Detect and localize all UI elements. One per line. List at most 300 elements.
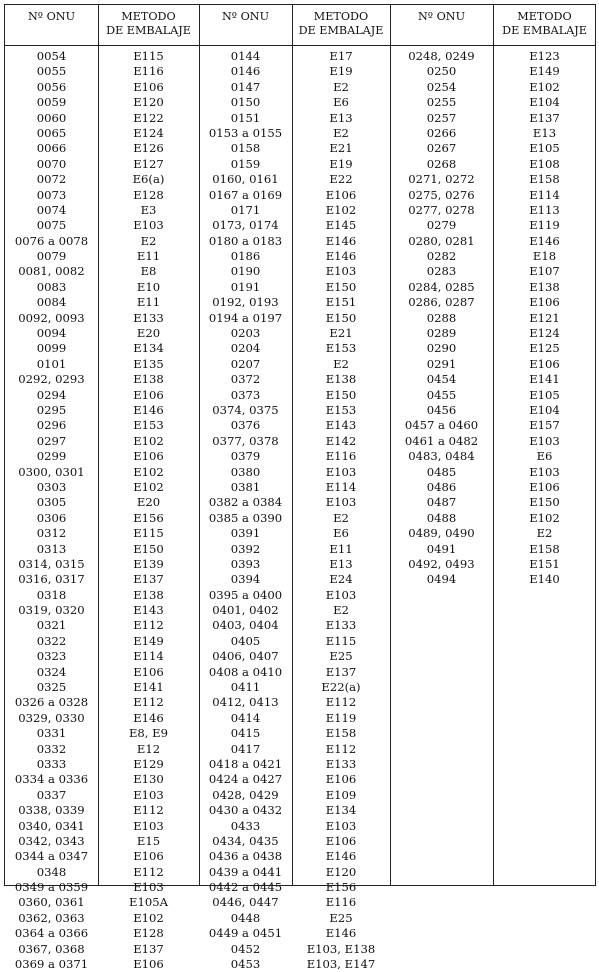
onu-number-cell: 0448 (230, 910, 261, 925)
header-metodo-line2: DE EMBALAJE (502, 24, 587, 37)
packing-method-cell: E106 (133, 387, 164, 402)
onu-number-cell: 0367, 0368 (18, 941, 85, 956)
packing-method-cell: E151 (529, 556, 560, 571)
onu-number-cell: 0075 (36, 218, 67, 233)
packing-method-cell: E102 (133, 910, 164, 925)
packing-method-cell: E11 (136, 249, 161, 264)
onu-column (390, 49, 493, 588)
onu-number-cell: 0286, 0287 (408, 295, 475, 310)
onu-number-cell: 0073 (36, 187, 67, 202)
onu-number-cell: 0300, 0301 (18, 464, 85, 479)
packing-method-cell: E125 (529, 341, 560, 356)
onu-number-cell: 0321 (36, 618, 67, 633)
packing-method-cell: E2 (333, 510, 349, 525)
packing-method-cell: E128 (133, 187, 164, 202)
packing-method-cell: E102 (133, 479, 164, 494)
packing-method-cell: E103 (529, 464, 560, 479)
onu-number-cell: 0306 (36, 510, 67, 525)
packing-method-cell: E138 (133, 587, 164, 602)
onu-number-cell: 0072 (36, 172, 67, 187)
onu-number-cell: 0070 (36, 156, 67, 171)
onu-number-cell: 0392 (230, 541, 261, 556)
onu-number-cell: 0391 (230, 526, 261, 541)
packing-method-cell: E146 (325, 249, 357, 264)
packing-method-cell: E112 (133, 803, 164, 818)
packing-method-cell: E2 (333, 79, 349, 94)
onu-number-cell: 0369 a 0371 (14, 957, 89, 972)
onu-number-cell: 0428, 0429 (212, 787, 279, 802)
header-onu-label: Nº ONU (28, 10, 75, 23)
packing-method-cell: E106 (133, 849, 164, 864)
packing-method-cell: E102 (133, 464, 164, 479)
packing-method-cell: E141 (133, 680, 164, 695)
onu-number-cell: 0292, 0293 (18, 372, 85, 387)
packing-method-cell: E138 (529, 279, 560, 294)
packing-method-cell: E153 (133, 418, 164, 433)
packing-method-cell: E106 (133, 449, 164, 464)
packing-method-cell: E6 (536, 449, 553, 464)
packing-method-cell: E142 (325, 433, 357, 448)
packing-method-cell: E119 (529, 218, 560, 233)
packing-method-cell: E106 (133, 664, 164, 679)
onu-number-cell: 0203 (230, 326, 261, 341)
onu-number-cell: 0453 (230, 957, 261, 972)
onu-number-cell: 0180 a 0183 (208, 233, 283, 248)
packing-method-cell: E146 (325, 849, 357, 864)
packing-method-cell: E109 (325, 787, 357, 802)
onu-number-cell: 0319, 0320 (18, 603, 85, 618)
packing-method-cell: E13 (329, 110, 353, 125)
packing-method-cell: E103, E138 (306, 941, 376, 956)
packing-method-cell: E123 (529, 49, 560, 63)
onu-number-cell: 0303 (36, 479, 67, 494)
packing-method-cell: E119 (325, 710, 357, 725)
onu-number-cell: 0403, 0404 (212, 618, 279, 633)
packing-method-cell: E102 (133, 433, 164, 448)
packing-method-cell: E13 (329, 556, 353, 571)
packing-method-cell: E106 (529, 479, 560, 494)
onu-number-cell: 0418 a 0421 (208, 756, 283, 771)
onu-number-cell: 0065 (36, 125, 67, 140)
packing-method-cell: E15 (136, 833, 161, 848)
packing-method-cell: E116 (133, 64, 164, 79)
packing-method-cell: E103 (325, 818, 357, 833)
packing-method-cell: E6 (333, 526, 349, 541)
onu-number-cell: 0405 (230, 633, 261, 648)
onu-number-cell: 0424 a 0427 (208, 772, 283, 787)
onu-number-cell: 0415 (230, 726, 261, 741)
onu-number-cell: 0150 (230, 95, 261, 110)
onu-number-cell: 0461 a 0482 (404, 433, 479, 448)
header-onu (390, 5, 493, 45)
packing-method-cell: E115 (325, 633, 357, 648)
onu-number-cell: 0289 (426, 326, 457, 341)
packing-method-cell: E11 (329, 541, 353, 556)
packing-method-cell: E145 (325, 218, 357, 233)
packing-method-cell: E2 (333, 125, 349, 140)
header-metodo (98, 5, 199, 45)
onu-number-cell: 0408 a 0410 (208, 664, 283, 679)
onu-number-cell: 0151 (230, 110, 261, 125)
packing-method-cell: E20 (136, 326, 161, 341)
onu-number-cell: 0349 a 0359 (14, 880, 89, 895)
header-onu-label: Nº ONU (222, 10, 269, 23)
onu-number-cell: 0313 (36, 541, 67, 556)
packing-method-cell: E114 (133, 649, 164, 664)
onu-number-cell: 0083 (36, 279, 67, 294)
packing-method-cell: E2 (140, 233, 157, 248)
packing-method-cell: E138 (133, 372, 164, 387)
packing-method-cell: E143 (325, 418, 357, 433)
packing-method-cell: E106 (133, 957, 164, 972)
packing-method-cell: E112 (325, 695, 357, 710)
packing-method-cell: E146 (133, 710, 164, 725)
packing-method-cell: E156 (325, 880, 357, 895)
packing-method-cell: E112 (133, 695, 164, 710)
onu-number-cell: 0144 (230, 49, 261, 63)
packing-method-cell: E158 (325, 726, 357, 741)
packing-method-cell: E106 (529, 295, 560, 310)
onu-number-cell: 0342, 0343 (18, 833, 85, 848)
onu-number-cell: 0486 (426, 479, 457, 494)
onu-number-cell: 0488 (426, 510, 457, 525)
onu-number-cell: 0277, 0278 (408, 202, 475, 217)
packing-method-cell: E149 (529, 64, 560, 79)
onu-number-cell: 0101 (36, 356, 67, 371)
packing-method-cell: E21 (329, 141, 353, 156)
packing-method-cell: E124 (133, 125, 164, 140)
onu-number-cell: 0325 (36, 680, 67, 695)
onu-number-cell: 0436 a 0438 (208, 849, 283, 864)
packing-method-cell: E106 (133, 79, 164, 94)
onu-number-cell: 0492, 0493 (408, 556, 475, 571)
packing-method-cell: E135 (133, 356, 164, 371)
onu-number-cell: 0059 (36, 95, 67, 110)
packing-method-cell: E3 (140, 202, 157, 217)
onu-number-cell: 0372 (230, 372, 261, 387)
packing-method-cell: E151 (325, 295, 357, 310)
onu-number-cell: 0312 (36, 526, 67, 541)
packing-method-cell: E112 (133, 618, 164, 633)
onu-number-cell: 0284, 0285 (408, 279, 475, 294)
onu-number-cell: 0483, 0484 (408, 449, 475, 464)
onu-number-cell: 0160, 0161 (212, 172, 279, 187)
header-metodo-line2: DE EMBALAJE (298, 24, 384, 37)
packing-method-cell: E138 (325, 372, 357, 387)
onu-number-cell: 0296 (36, 418, 67, 433)
onu-number-cell: 0338, 0339 (18, 803, 85, 818)
packing-method-cell: E116 (325, 449, 357, 464)
packing-method-cell: E128 (133, 926, 164, 941)
onu-number-cell: 0456 (426, 402, 457, 417)
packing-method-cell: E6 (333, 95, 349, 110)
packing-method-cell: E113 (529, 202, 560, 217)
packing-method-cell: E146 (325, 926, 357, 941)
onu-number-cell: 0417 (230, 741, 261, 756)
packing-method-cell: E102 (325, 202, 357, 217)
packing-method-cell: E120 (325, 864, 357, 879)
header-divider (5, 45, 595, 46)
packing-method-cell: E21 (329, 326, 353, 341)
packing-method-table (4, 4, 596, 972)
onu-number-cell: 0439 a 0441 (208, 864, 283, 879)
onu-number-cell: 0381 (230, 479, 261, 494)
onu-number-cell: 0442 a 0445 (208, 880, 283, 895)
onu-number-cell: 0186 (230, 249, 261, 264)
packing-method-cell: E153 (325, 341, 357, 356)
packing-method-cell: E104 (529, 402, 560, 417)
packing-method-cell: E2 (333, 356, 349, 371)
header-onu (5, 5, 98, 45)
onu-number-cell: 0332 (36, 741, 67, 756)
packing-method-cell: E134 (133, 341, 164, 356)
packing-method-cell: E13 (532, 125, 557, 140)
header-metodo-line1: METODO (313, 10, 369, 23)
onu-number-cell: 0158 (230, 141, 261, 156)
onu-number-cell: 0060 (36, 110, 67, 125)
onu-number-cell: 0074 (36, 202, 67, 217)
onu-number-cell: 0255 (426, 95, 457, 110)
onu-number-cell: 0340, 0341 (18, 818, 85, 833)
packing-method-cell: E137 (133, 941, 164, 956)
packing-method-cell: E150 (325, 387, 357, 402)
packing-method-cell: E12 (136, 741, 161, 756)
onu-number-cell: 0191 (230, 279, 261, 294)
packing-method-cell: E8 (140, 264, 157, 279)
onu-number-cell: 0446, 0447 (212, 895, 279, 910)
onu-number-cell: 0294 (36, 387, 67, 402)
onu-number-cell: 0250 (426, 64, 457, 79)
packing-method-cell: E18 (532, 249, 557, 264)
packing-method-cell: E2 (333, 603, 349, 618)
packing-method-cell: E124 (529, 326, 560, 341)
packing-method-cell: E19 (329, 156, 353, 171)
onu-number-cell: 0485 (426, 464, 457, 479)
onu-number-cell: 0146 (230, 64, 261, 79)
onu-number-cell: 0167 a 0169 (208, 187, 283, 202)
packing-method-cell: E8, E9 (128, 726, 169, 741)
onu-number-cell: 0081, 0082 (18, 264, 85, 279)
metodo-column (493, 49, 596, 588)
onu-number-cell: 0299 (36, 449, 67, 464)
packing-method-cell: E103 (325, 587, 357, 602)
packing-method-cell: E10 (136, 279, 161, 294)
packing-method-cell: E106 (529, 356, 560, 371)
onu-number-cell: 0288 (426, 310, 457, 325)
packing-method-cell: E127 (133, 156, 164, 171)
packing-method-cell: E107 (529, 264, 560, 279)
packing-method-cell: E102 (529, 79, 560, 94)
onu-number-cell: 0207 (230, 356, 261, 371)
packing-method-cell: E103 (529, 433, 560, 448)
header-metodo-line2: DE EMBALAJE (106, 24, 191, 37)
packing-method-cell: E133 (325, 756, 357, 771)
onu-number-cell: 0379 (230, 449, 261, 464)
packing-method-cell: E106 (325, 833, 357, 848)
onu-number-cell: 0314, 0315 (18, 556, 85, 571)
onu-number-cell: 0084 (36, 295, 67, 310)
packing-method-cell: E102 (529, 510, 560, 525)
onu-number-cell: 0364 a 0366 (14, 926, 89, 941)
onu-number-cell: 0092, 0093 (18, 310, 85, 325)
onu-number-cell: 0487 (426, 495, 457, 510)
onu-number-cell: 0376 (230, 418, 261, 433)
packing-method-cell: E11 (136, 295, 161, 310)
packing-method-cell: E2 (536, 526, 553, 541)
packing-method-cell: E150 (325, 310, 357, 325)
packing-method-cell: E103 (133, 787, 164, 802)
packing-method-cell: E137 (529, 110, 560, 125)
onu-number-cell: 0449 a 0451 (208, 926, 283, 941)
onu-number-cell: 0374, 0375 (212, 402, 279, 417)
packing-method-cell: E120 (133, 95, 164, 110)
packing-method-cell: E158 (529, 172, 560, 187)
onu-number-cell: 0204 (230, 341, 261, 356)
onu-column (5, 49, 98, 972)
packing-method-cell: E153 (325, 402, 357, 417)
onu-number-cell: 0268 (426, 156, 457, 171)
packing-method-cell: E158 (529, 541, 560, 556)
packing-method-cell: E122 (133, 110, 164, 125)
onu-number-cell: 0079 (36, 249, 67, 264)
onu-number-cell: 0360, 0361 (18, 895, 85, 910)
onu-number-cell: 0275, 0276 (408, 187, 475, 202)
packing-method-cell: E141 (529, 372, 560, 387)
onu-number-cell: 0377, 0378 (212, 433, 279, 448)
packing-method-cell: E105 (529, 141, 560, 156)
packing-method-cell: E25 (329, 649, 353, 664)
packing-method-cell: E115 (133, 49, 164, 63)
packing-method-cell: E157 (529, 418, 560, 433)
packing-method-cell: E146 (133, 402, 164, 417)
onu-column (199, 49, 292, 972)
onu-number-cell: 0295 (36, 402, 67, 417)
packing-method-cell: E126 (133, 141, 164, 156)
packing-method-cell: E121 (529, 310, 560, 325)
packing-method-cell: E114 (325, 479, 357, 494)
onu-number-cell: 0254 (426, 79, 457, 94)
packing-method-cell: E17 (329, 49, 353, 63)
onu-number-cell: 0192, 0193 (212, 295, 279, 310)
packing-method-cell: E19 (329, 64, 353, 79)
onu-number-cell: 0491 (426, 541, 457, 556)
onu-number-cell: 0055 (36, 64, 67, 79)
onu-number-cell: 0279 (426, 218, 457, 233)
onu-number-cell: 0066 (36, 141, 67, 156)
onu-number-cell: 0267 (426, 141, 457, 156)
onu-number-cell: 0494 (426, 572, 457, 587)
onu-number-cell: 0329, 0330 (18, 710, 85, 725)
onu-number-cell: 0331 (36, 726, 67, 741)
packing-method-cell: E137 (133, 572, 164, 587)
onu-number-cell: 0401, 0402 (212, 603, 279, 618)
onu-number-cell: 0056 (36, 79, 67, 94)
packing-method-cell: E105A (129, 895, 168, 910)
packing-method-cell: E114 (529, 187, 560, 202)
onu-number-cell: 0153 a 0155 (208, 125, 283, 140)
header-metodo (493, 5, 596, 45)
onu-number-cell: 0393 (230, 556, 261, 571)
onu-number-cell: 0194 a 0197 (208, 310, 283, 325)
header-metodo-line1: METODO (121, 10, 176, 23)
packing-method-cell: E25 (329, 910, 353, 925)
onu-number-cell: 0282 (426, 249, 457, 264)
onu-number-cell: 0394 (230, 572, 261, 587)
onu-number-cell: 0159 (230, 156, 261, 171)
packing-method-cell: E129 (133, 756, 164, 771)
packing-method-cell: E103, E147 (306, 957, 376, 972)
packing-method-cell: E112 (325, 741, 357, 756)
onu-number-cell: 0318 (36, 587, 67, 602)
packing-method-cell: E150 (529, 495, 560, 510)
packing-method-cell: E22(a) (321, 680, 361, 695)
packing-method-cell: E143 (133, 603, 164, 618)
metodo-column (98, 49, 199, 972)
onu-number-cell: 0099 (36, 341, 67, 356)
onu-number-cell: 0457 a 0460 (404, 418, 479, 433)
packing-method-cell: E139 (133, 556, 164, 571)
onu-number-cell: 0380 (230, 464, 261, 479)
packing-method-cell: E130 (133, 772, 164, 787)
packing-method-cell: E140 (529, 572, 560, 587)
packing-method-cell: E112 (133, 864, 164, 879)
header-onu (199, 5, 292, 45)
packing-method-cell: E106 (325, 772, 357, 787)
packing-method-cell: E116 (325, 895, 357, 910)
packing-method-cell: E149 (133, 633, 164, 648)
onu-number-cell: 0412, 0413 (212, 695, 279, 710)
packing-method-cell: E6(a) (132, 172, 165, 187)
onu-number-cell: 0171 (230, 202, 261, 217)
onu-number-cell: 0385 a 0390 (208, 510, 283, 525)
onu-number-cell: 0373 (230, 387, 261, 402)
packing-method-cell: E103 (133, 218, 164, 233)
header-metodo-line1: METODO (517, 10, 572, 23)
packing-method-cell: E22 (329, 172, 353, 187)
packing-method-cell: E103 (325, 264, 357, 279)
onu-number-cell: 0362, 0363 (18, 910, 85, 925)
onu-number-cell: 0322 (36, 633, 67, 648)
onu-number-cell: 0323 (36, 649, 67, 664)
onu-number-cell: 0291 (426, 356, 457, 371)
packing-method-cell: E108 (529, 156, 560, 171)
onu-number-cell: 0348 (36, 864, 67, 879)
packing-method-cell: E150 (325, 279, 357, 294)
onu-number-cell: 0305 (36, 495, 67, 510)
onu-number-cell: 0283 (426, 264, 457, 279)
packing-method-cell: E20 (136, 495, 161, 510)
onu-number-cell: 0271, 0272 (408, 172, 475, 187)
packing-method-cell: E115 (133, 526, 164, 541)
packing-method-cell: E103 (133, 880, 164, 895)
onu-number-cell: 0411 (230, 680, 261, 695)
packing-method-cell: E105 (529, 387, 560, 402)
onu-number-cell: 0297 (36, 433, 67, 448)
packing-method-cell: E103 (133, 818, 164, 833)
onu-number-cell: 0452 (230, 941, 261, 956)
onu-number-cell: 0455 (426, 387, 457, 402)
packing-method-cell: E24 (329, 572, 353, 587)
onu-number-cell: 0333 (36, 756, 67, 771)
onu-number-cell: 0190 (230, 264, 261, 279)
onu-number-cell: 0382 a 0384 (208, 495, 283, 510)
header-metodo (292, 5, 390, 45)
onu-number-cell: 0266 (426, 125, 457, 140)
onu-number-cell: 0406, 0407 (212, 649, 279, 664)
onu-number-cell: 0334 a 0336 (14, 772, 89, 787)
packing-method-cell: E134 (325, 803, 357, 818)
onu-number-cell: 0454 (426, 372, 457, 387)
